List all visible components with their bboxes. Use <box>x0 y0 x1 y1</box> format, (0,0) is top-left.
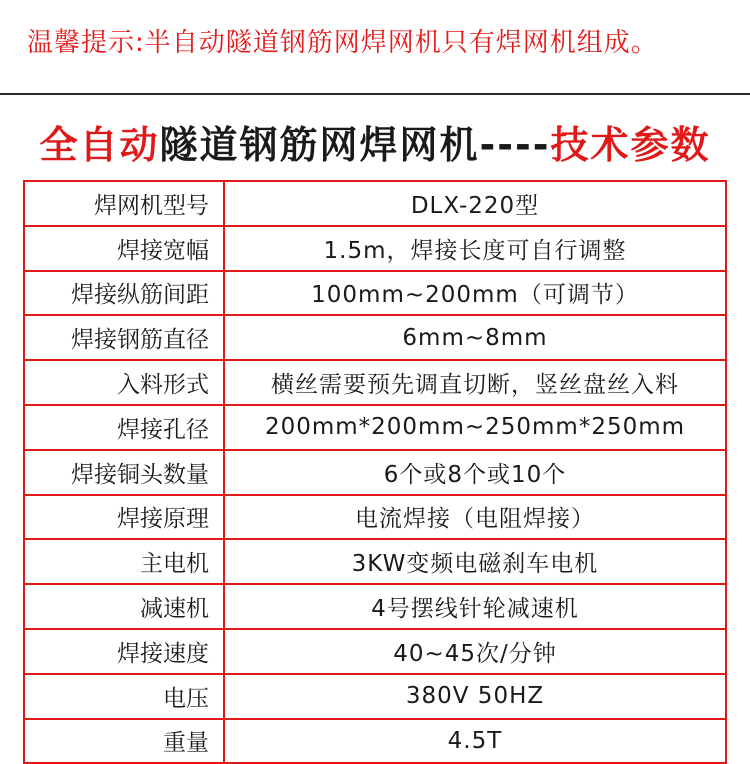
table-row <box>24 405 726 450</box>
spec-label: 焊接孔径 <box>24 405 224 450</box>
spec-label: 焊接纵筋间距 <box>24 271 224 316</box>
spec-value: 电流焊接（电阻焊接） <box>224 495 726 540</box>
title-part-3: 技术参数 <box>550 123 711 167</box>
table-row <box>24 450 726 495</box>
divider <box>0 93 750 95</box>
spec-value: 40~45次/分钟 <box>224 629 726 674</box>
table-row <box>24 226 726 271</box>
table-row <box>24 584 726 629</box>
table-row <box>24 315 726 360</box>
spec-label: 减速机 <box>24 584 224 629</box>
spec-value: 6个或8个或10个 <box>224 450 726 495</box>
spec-label: 重量 <box>24 719 224 764</box>
spec-value: 200mm*200mm~250mm*250mm <box>224 405 726 450</box>
spec-label: 焊接钢筋直径 <box>24 315 224 360</box>
spec-label: 电压 <box>24 674 224 719</box>
table-row <box>24 539 726 584</box>
spec-label: 主电机 <box>24 539 224 584</box>
spec-label: 焊接速度 <box>24 629 224 674</box>
spec-value: 4.5T <box>224 719 726 764</box>
spec-label: 焊接铜头数量 <box>24 450 224 495</box>
table-row <box>24 719 726 764</box>
spec-value: 6mm~8mm <box>224 315 726 360</box>
table-row <box>24 674 726 719</box>
spec-value: DLX-220型 <box>224 181 726 226</box>
spec-value: 380V 50HZ <box>224 674 726 719</box>
spec-label: 焊接宽幅 <box>24 226 224 271</box>
spec-value: 100mm~200mm（可调节） <box>224 271 726 316</box>
title-part-1: 全自动 <box>39 123 160 167</box>
notice-text: 温馨提示:半自动隧道钢筋网焊网机只有焊网机组成。 <box>27 28 658 58</box>
spec-value: 4号摆线针轮减速机 <box>224 584 726 629</box>
table-row <box>24 495 726 540</box>
spec-label: 焊网机型号 <box>24 181 224 226</box>
table-row <box>24 181 726 226</box>
spec-value: 3KW变频电磁刹车电机 <box>224 539 726 584</box>
table-row <box>24 629 726 674</box>
page-title <box>0 114 750 169</box>
spec-value: 1.5m，焊接长度可自行调整 <box>224 226 726 271</box>
spec-label: 焊接原理 <box>24 495 224 540</box>
table-row <box>24 360 726 405</box>
title-part-2: 隧道钢筋网焊网机---- <box>159 123 551 167</box>
spec-label: 入料形式 <box>24 360 224 405</box>
spec-table <box>23 180 727 764</box>
table-row <box>24 271 726 316</box>
spec-value: 横丝需要预先调直切断，竖丝盘丝入料 <box>224 360 726 405</box>
